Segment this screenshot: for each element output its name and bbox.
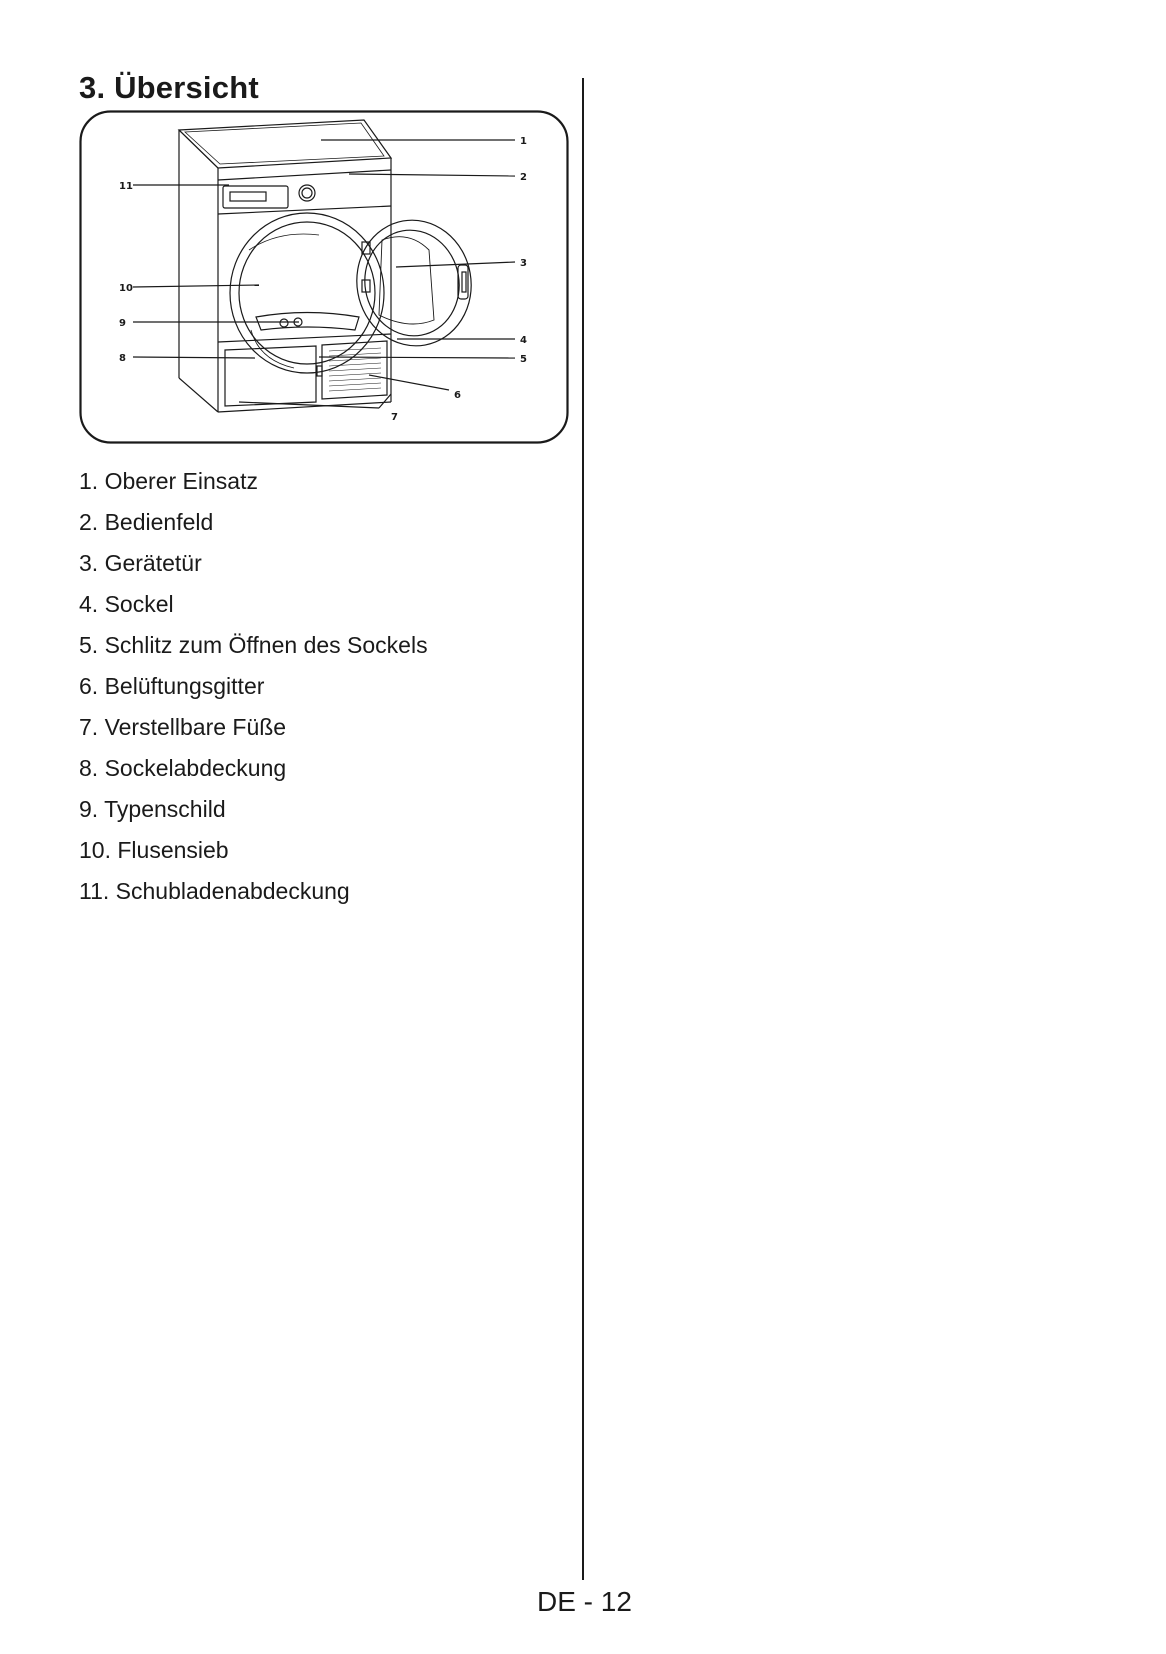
dryer-overview-diagram — [79, 110, 569, 444]
dryer-illustration — [179, 120, 481, 412]
callout-1: 1 — [520, 136, 527, 147]
legend-item: 2. Bedienfeld — [79, 509, 214, 535]
callout-3: 3 — [520, 258, 527, 269]
callout-6: 6 — [454, 390, 461, 401]
legend-item: 11. Schubladenabdeckung — [79, 878, 350, 904]
callout-7: 7 — [391, 412, 398, 423]
column-divider — [582, 78, 584, 1580]
legend-item: 9. Typenschild — [79, 796, 226, 822]
legend-item: 7. Verstellbare Füße — [79, 714, 287, 740]
page-title: 3. Übersicht — [79, 70, 259, 105]
legend-item: 5. Schlitz zum Öffnen des Sockels — [79, 632, 428, 658]
parts-legend — [79, 466, 428, 917]
callout-9: 9 — [119, 318, 126, 329]
callout-10: 10 — [119, 283, 133, 294]
callout-2: 2 — [520, 172, 527, 183]
legend-item: 4. Sockel — [79, 591, 174, 617]
diagram-border — [81, 112, 568, 443]
legend-item: 8. Sockelabdeckung — [79, 755, 287, 781]
page-number: DE - 12 — [537, 1586, 632, 1617]
legend-item: 3. Gerätetür — [79, 550, 202, 576]
legend-item: 1. Oberer Einsatz — [79, 468, 258, 494]
legend-item: 10. Flusensieb — [79, 837, 229, 863]
callout-4: 4 — [520, 335, 527, 346]
callout-5: 5 — [520, 354, 527, 365]
legend-item: 6. Belüftungsgitter — [79, 673, 265, 699]
callout-8: 8 — [119, 353, 126, 364]
callout-11: 11 — [119, 181, 133, 192]
